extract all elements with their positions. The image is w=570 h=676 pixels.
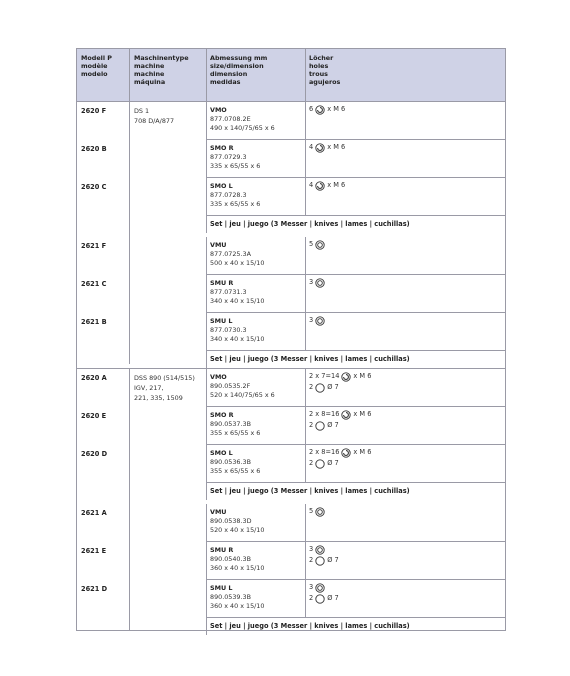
part-number: 890.0535.2F xyxy=(210,382,251,390)
header-divider xyxy=(206,49,207,101)
blade-size: 335 x 65/55 x 6 xyxy=(210,162,261,170)
table-row xyxy=(77,580,505,617)
blade-size: 340 x 40 x 15/10 xyxy=(210,335,265,343)
hole-spec xyxy=(309,555,339,566)
table-row xyxy=(77,275,505,312)
blade-size: 355 x 65/55 x 6 xyxy=(210,429,261,437)
dimension-cell xyxy=(210,373,275,400)
column-divider xyxy=(305,237,306,351)
row-divider xyxy=(206,350,505,351)
hole-spec xyxy=(309,382,371,393)
model-number: 2621 D xyxy=(81,585,108,593)
table-row xyxy=(77,102,505,139)
part-number: 877.0725.3A xyxy=(210,250,251,258)
blade-name: VMU xyxy=(210,508,227,516)
hole-count: 3 xyxy=(309,278,314,286)
part-number: 890.0537.3B xyxy=(210,420,251,428)
hole-count: 2 x 8=16 xyxy=(309,410,340,418)
blade-name: SMU L xyxy=(210,584,233,592)
round-hole-icon xyxy=(315,556,325,566)
hole-spec xyxy=(309,180,345,191)
column-divider xyxy=(129,369,130,504)
column-divider xyxy=(206,369,207,500)
column-divider xyxy=(129,102,130,237)
hole-count: 2 x 8=16 xyxy=(309,448,340,456)
dimension-cell xyxy=(210,241,264,268)
hole-spec xyxy=(309,447,371,458)
hole-count: 5 xyxy=(309,507,314,515)
holes-cell xyxy=(309,409,371,431)
header-machine: Maschinentype machine machine máquina xyxy=(134,54,189,86)
threaded-hole-icon xyxy=(341,372,351,382)
set-note: Set | jeu | juego (3 Messer | knives | lames | cuchillas) xyxy=(210,355,410,363)
hole-count: 2 xyxy=(309,556,314,564)
blade-size: 340 x 40 x 15/10 xyxy=(210,297,265,305)
hole-size: x M 6 xyxy=(353,448,372,456)
holes-cell xyxy=(309,447,371,469)
column-divider xyxy=(129,500,130,631)
holes-cell xyxy=(309,315,327,326)
hole-spec xyxy=(309,315,327,326)
threaded-hole-icon xyxy=(315,181,325,191)
row-divider xyxy=(206,617,505,618)
hole-size: Ø 7 xyxy=(327,556,339,564)
header-model: Modell P modèle modelo xyxy=(81,54,112,78)
holes-cell xyxy=(309,142,345,153)
column-divider xyxy=(206,504,207,635)
hole-spec xyxy=(309,371,371,382)
holes-cell xyxy=(309,180,345,191)
part-number: 890.0539.3B xyxy=(210,593,251,601)
hole-spec xyxy=(309,239,327,250)
threaded-hole-icon xyxy=(341,410,351,420)
table-row xyxy=(77,178,505,215)
header-holes: Löcher holes trous agujeros xyxy=(309,54,341,86)
row-divider xyxy=(206,215,505,216)
part-number: 877.0728.3 xyxy=(210,191,247,199)
model-number: 2621 B xyxy=(81,318,107,326)
countersunk-hole-icon xyxy=(315,507,325,517)
dimension-cell xyxy=(210,584,264,611)
part-number: 877.0729.3 xyxy=(210,153,247,161)
column-divider xyxy=(206,102,207,233)
threaded-hole-icon xyxy=(315,105,325,115)
hole-count: 6 xyxy=(309,105,314,113)
hole-count: 2 xyxy=(309,594,314,602)
blade-size: 360 x 40 x 15/10 xyxy=(210,602,265,610)
countersunk-hole-icon xyxy=(315,545,325,555)
round-hole-icon xyxy=(315,459,325,469)
blade-name: VMO xyxy=(210,106,227,114)
blade-size: 520 x 140/75/65 x 6 xyxy=(210,391,275,399)
table-row xyxy=(77,140,505,177)
blade-table xyxy=(76,48,506,631)
hole-count: 3 xyxy=(309,583,314,591)
dimension-cell xyxy=(210,279,264,306)
machine-type: DSS 890 (514/515) IGV, 217, 221, 335, 1509 xyxy=(134,374,195,402)
table-row xyxy=(77,369,505,406)
blade-name: SMO R xyxy=(210,411,234,419)
hole-size: Ø 7 xyxy=(327,459,339,467)
blade-name: SMO R xyxy=(210,144,234,152)
dimension-cell xyxy=(210,182,260,209)
set-note: Set | jeu | juego (3 Messer | knives | lames | cuchillas) xyxy=(210,622,410,630)
column-divider xyxy=(206,237,207,368)
countersunk-hole-icon xyxy=(315,278,325,288)
table-header xyxy=(77,49,505,102)
hole-spec xyxy=(309,409,371,420)
model-number: 2621 C xyxy=(81,280,107,288)
blade-name: SMU R xyxy=(210,546,234,554)
hole-count: 3 xyxy=(309,545,314,553)
model-number: 2620 B xyxy=(81,145,107,153)
model-number: 2621 E xyxy=(81,547,107,555)
hole-count: 4 xyxy=(309,143,314,151)
hole-spec xyxy=(309,277,327,288)
model-number: 2620 E xyxy=(81,412,107,420)
machine-type: DS 1 708 D/A/877 xyxy=(134,107,175,125)
hole-spec xyxy=(309,458,371,469)
blade-name: VMU xyxy=(210,241,227,249)
blade-name: SMO L xyxy=(210,449,233,457)
hole-spec xyxy=(309,593,339,604)
hole-spec xyxy=(309,582,339,593)
set-note: Set | jeu | juego (3 Messer | knives | lames | cuchillas) xyxy=(210,220,410,228)
dimension-cell xyxy=(210,317,264,344)
part-number: 877.0731.3 xyxy=(210,288,247,296)
holes-cell xyxy=(309,371,371,393)
table-row xyxy=(77,504,505,541)
blade-name: VMO xyxy=(210,373,227,381)
blade-name: SMU R xyxy=(210,279,234,287)
model-number: 2620 F xyxy=(81,107,107,115)
hole-size: Ø 7 xyxy=(327,594,339,602)
hole-size: x M 6 xyxy=(327,181,346,189)
countersunk-hole-icon xyxy=(315,316,325,326)
hole-spec xyxy=(309,420,371,431)
dimension-cell xyxy=(210,508,264,535)
model-number: 2620 A xyxy=(81,374,107,382)
blade-size: 500 x 40 x 15/10 xyxy=(210,259,265,267)
model-number: 2620 D xyxy=(81,450,108,458)
hole-size: x M 6 xyxy=(327,143,346,151)
countersunk-hole-icon xyxy=(315,240,325,250)
dimension-cell xyxy=(210,144,260,171)
hole-count: 3 xyxy=(309,316,314,324)
column-divider xyxy=(305,102,306,216)
threaded-hole-icon xyxy=(341,448,351,458)
dimension-cell xyxy=(210,411,260,438)
round-hole-icon xyxy=(315,421,325,431)
hole-count: 2 x 7=14 xyxy=(309,372,340,380)
holes-cell xyxy=(309,544,339,566)
blade-name: SMU L xyxy=(210,317,233,325)
hole-count: 5 xyxy=(309,240,314,248)
hole-size: x M 6 xyxy=(327,105,346,113)
hole-spec xyxy=(309,506,327,517)
hole-size: Ø 7 xyxy=(327,383,339,391)
blade-size: 355 x 65/55 x 6 xyxy=(210,467,261,475)
column-divider xyxy=(129,233,130,364)
holes-cell xyxy=(309,104,345,115)
holes-cell xyxy=(309,506,327,517)
table-row xyxy=(77,445,505,482)
dimension-cell xyxy=(210,546,264,573)
hole-count: 2 xyxy=(309,421,314,429)
hole-count: 2 xyxy=(309,459,314,467)
table-row xyxy=(77,313,505,350)
hole-count: 4 xyxy=(309,181,314,189)
part-number: 890.0538.3D xyxy=(210,517,252,525)
round-hole-icon xyxy=(315,594,325,604)
part-number: 877.0730.3 xyxy=(210,326,247,334)
hole-count: 2 xyxy=(309,383,314,391)
blade-size: 360 x 40 x 15/10 xyxy=(210,564,265,572)
hole-spec xyxy=(309,104,345,115)
column-divider xyxy=(305,369,306,483)
column-divider xyxy=(305,504,306,618)
dimension-cell xyxy=(210,449,260,476)
hole-size: Ø 7 xyxy=(327,421,339,429)
countersunk-hole-icon xyxy=(315,583,325,593)
model-number: 2621 A xyxy=(81,509,107,517)
round-hole-icon xyxy=(315,383,325,393)
header-divider xyxy=(305,49,306,101)
hole-size: x M 6 xyxy=(353,410,372,418)
hole-size: x M 6 xyxy=(353,372,372,380)
hole-spec xyxy=(309,142,345,153)
table-row xyxy=(77,407,505,444)
hole-spec xyxy=(309,544,339,555)
header-dimension: Abmessung mm size/dimension dimension medidas xyxy=(210,54,268,86)
blade-size: 520 x 40 x 15/10 xyxy=(210,526,265,534)
blade-size: 490 x 140/75/65 x 6 xyxy=(210,124,275,132)
set-note: Set | jeu | juego (3 Messer | knives | lames | cuchillas) xyxy=(210,487,410,495)
threaded-hole-icon xyxy=(315,143,325,153)
header-divider xyxy=(129,49,130,101)
part-number: 877.0708.2E xyxy=(210,115,251,123)
table-row xyxy=(77,237,505,274)
part-number: 890.0536.3B xyxy=(210,458,251,466)
model-number: 2621 F xyxy=(81,242,107,250)
holes-cell xyxy=(309,239,327,250)
blade-size: 335 x 65/55 x 6 xyxy=(210,200,261,208)
row-divider xyxy=(206,482,505,483)
model-number: 2620 C xyxy=(81,183,107,191)
blade-name: SMO L xyxy=(210,182,233,190)
dimension-cell xyxy=(210,106,275,133)
holes-cell xyxy=(309,277,327,288)
holes-cell xyxy=(309,582,339,604)
table-row xyxy=(77,542,505,579)
part-number: 890.0540.3B xyxy=(210,555,251,563)
